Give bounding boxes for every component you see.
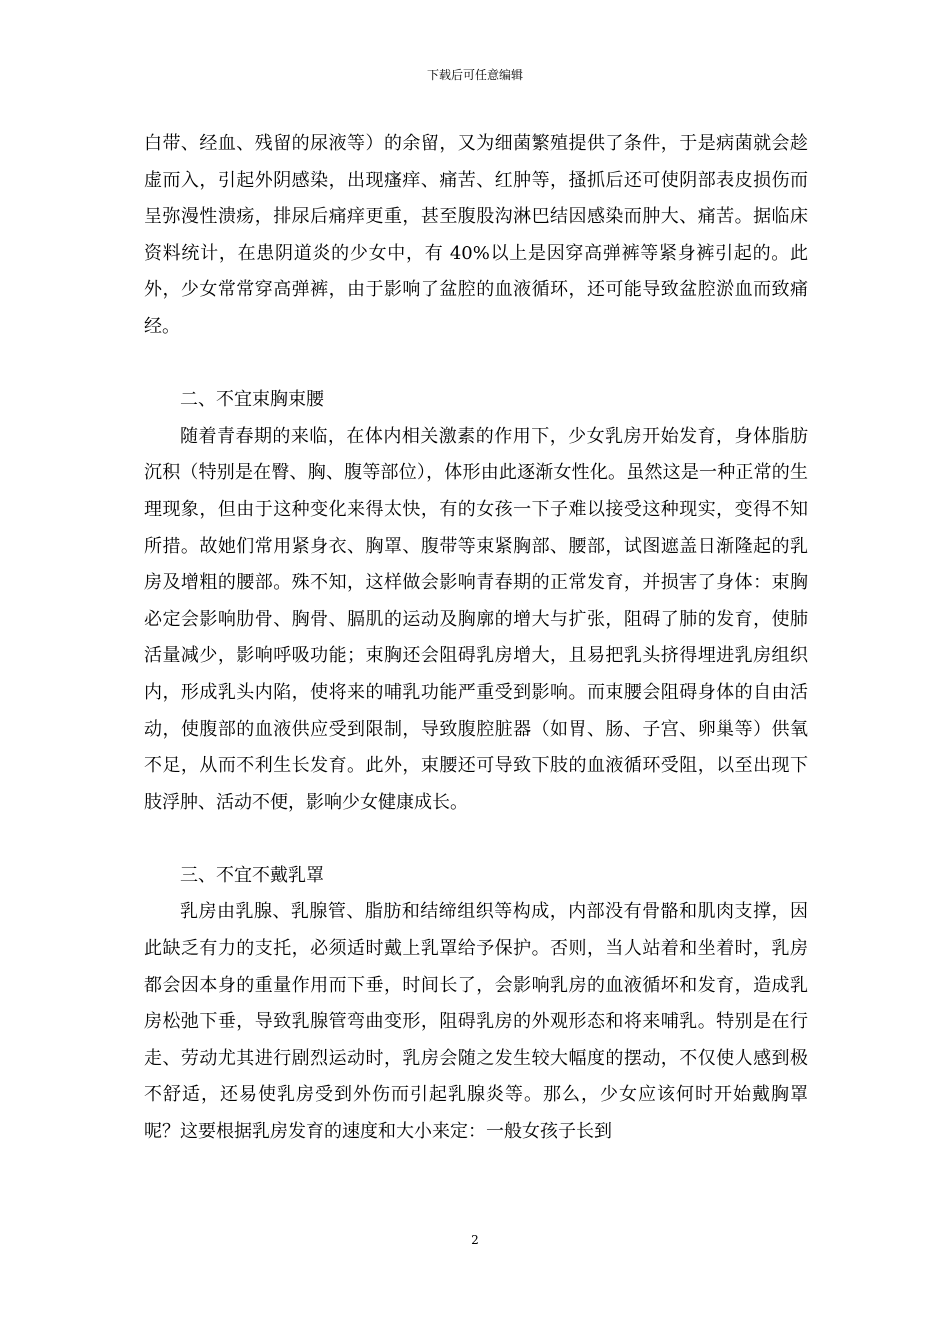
section-3-heading: 三、不宜不戴乳罩 [180,864,324,886]
document-body [144,126,808,1151]
section-2-heading: 二、不宜束胸束腰 [180,389,324,411]
intro-paragraph: 白带、经血、残留的尿液等）的余留，又为细菌繁殖提供了条件，于是病菌就会趁虚而入，引起外阴感染，出现瘙痒、痛苦、红肿等，搔抓后还可使阴部表皮损伤而呈弥漫性溃疡，排尿后痛痒更重，甚至腹股沟淋巴结因感染而肿大、痛苦。据临床资料统计，在患阴道炎的少女中，有 40%以上是因穿高弹裤等紧身裤引起的。此外，少女常常穿高弹裤，由于影响了盆腔的血液循环，还可能导致盆腔淤血而致痛经。 [144,133,808,337]
page-header: 下载后可任意编辑 [426,68,523,82]
section-spacer [144,346,808,383]
page-number: 2 [471,1233,479,1247]
section-2-paragraph: 随着青春期的来临，在体内相关激素的作用下，少女乳房开始发育，身体脂肪沉积（特别是在臀、胸、腹等部位），体形由此逐渐女性化。虽然这是一种正常的生理现象，但由于这种变化来得太快，有的女孩一下子难以接受这种现实，变得不知所措。故她们常用紧身衣、胸罩、腹带等束紧胸部、腰部，试图遮盖日渐隆起的乳房及增粗的腰部。殊不知，这样做会影响青春期的正常发育，并损害了身体：束胸必定会影响肋骨、胸骨、膈肌的运动及胸廓的增大与扩张，阻碍了肺的发育，使肺活量减少，影响呼吸功能；束胸还会阻碍乳房增大，且易把乳头挤得埋进乳房组织内，形成乳头内陷，使将来的哺乳功能严重受到影响。而束腰会阻碍身体的自由活动，使腹部的血液供应受到限制，导致腹腔脏器（如胃、肠、子宫、卵巢等）供氧不足，从而不利生长发育。此外，束腰还可导致下肢的血液循环受阻，以至出现下肢浮肿、活动不便，影响少女健康成长。 [144,425,808,813]
section-3-paragraph: 乳房由乳腺、乳腺管、脂肪和结缔组织等构成，内部没有骨骼和肌肉支撑，因此缺乏有力的支托，必须适时戴上乳罩给予保护。否则，当人站着和坐着时，乳房都会因本身的重量作用而下垂，时间长了，会影响乳房的血液循坏和发育，造成乳房松弛下垂，导致乳腺管弯曲变形，阻碍乳房的外观形态和将来哺乳。特别是在行走、劳动尤其进行剧烈运动时，乳房会随之发生较大幅度的摆动，不仅使人感到极不舒适，还易使乳房受到外伤而引起乳腺炎等。那么，少女应该何时开始戴胸罩呢？这要根据乳房发育的速度和大小来定：一般女孩子长到 [144,901,808,1143]
section-spacer [144,821,808,858]
